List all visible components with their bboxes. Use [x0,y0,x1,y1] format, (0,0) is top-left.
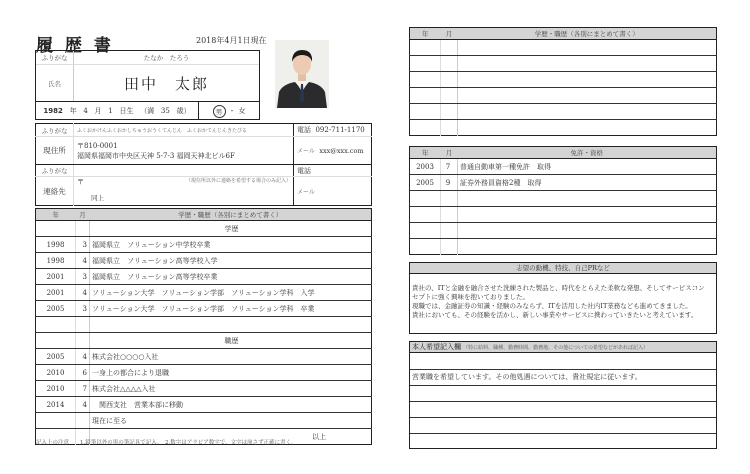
year-cell: 2010 [36,381,76,397]
age: 35 [160,107,170,115]
table-row[interactable] [36,413,372,429]
wishes-header-note: （特に給料、職種、勤務時間、勤務地、その他についての希望などがあれば記入） [463,345,648,351]
gender-separator: ・ [228,107,236,115]
motivation-header: 志望の動機、特技、自己PRなど [410,263,716,274]
year-cell: 2005 [36,349,76,365]
month-cell: 3 [76,237,90,253]
table-row[interactable] [410,239,717,255]
as-of-date: 2018年4月1日現在 [196,36,267,45]
col-year: 年 [410,28,441,40]
contact-phone-field[interactable]: 電話 [294,164,372,176]
month-cell [76,413,90,429]
year-cell: 2014 [36,397,76,413]
wishes-header [410,342,716,353]
month-cell: 7 [76,381,90,397]
gender-male-selected[interactable]: 男 [213,105,226,118]
wish-line[interactable] [410,353,716,369]
contact-furigana-label: ふりがな [36,164,74,176]
table-row[interactable] [36,349,372,365]
birth-month: 4 [83,107,88,115]
content-cell: 福岡県立 ソリューション高等学校入学 [90,253,372,269]
phone-value: 092-711-1170 [315,126,365,135]
content-cell: 福岡県立 ソリューション中学校卒業 [90,237,372,253]
entry-notes: 記入上の注意 1.鉛筆以外の黒の筆記具で記入。 2.数字はアラビア数字で、文字は崩さず正確に書く。 [36,440,297,446]
month-cell: 4 [76,253,90,269]
birth-year: 1982 [43,107,63,115]
table-row[interactable] [36,253,372,269]
table-row[interactable] [410,223,717,239]
month-cell: 4 [76,285,90,301]
table-row[interactable] [36,397,372,413]
wishes-title: 本人希望記入欄 [412,343,461,351]
mail-value: xxx@xxx.com [319,147,364,156]
contact-address-field[interactable] [74,177,294,206]
content-cell: ソリューション大学 ソリューション学部 ソリューション学科 入学 [90,285,372,301]
wish-line[interactable] [410,385,716,401]
table-row[interactable] [410,175,717,191]
year-cell: 2005 [410,175,441,191]
year-cell: 1998 [36,253,76,269]
age-suffix: 歳） [176,107,191,115]
col-month: 月 [76,209,90,221]
table-row[interactable] [36,301,372,317]
col-year: 年 [36,209,76,221]
col-content: 免許・資格 [458,147,717,159]
month-cell: 7 [441,159,458,175]
content-cell: 福岡県立 ソリューション高等学校卒業 [90,269,372,285]
table-row[interactable] [36,237,372,253]
wish-line[interactable] [410,433,716,449]
gender-female[interactable]: 女 [238,107,246,115]
contact-furigana-field[interactable] [74,164,294,176]
table-row[interactable] [410,120,717,136]
birth-day: 1 [108,107,113,115]
col-content: 学歴・職歴（各別にまとめて書く） [90,209,372,221]
mail-field[interactable] [294,137,372,165]
postal-code: 〒810-0001 [77,141,118,150]
furigana-field[interactable]: たなか たろう [143,54,190,62]
motivation-line: 現職では、金融証券の知識・経験のみならず、ITを活用した社内IT業務なども進めてきました。 [412,302,692,310]
content-cell: 株式会社○○○○入社 [90,349,372,365]
mail-label: メール [297,148,315,156]
col-content: 学歴・職歴（各別にまとめて書く） [458,28,717,40]
name-label: 氏名 [36,65,74,101]
motivation-textarea[interactable] [410,274,716,330]
table-row[interactable] [410,56,717,72]
content-cell: 株式会社△△△△入社 [90,381,372,397]
year-cell: 2003 [410,159,441,175]
year-cell: 2005 [36,301,76,317]
table-row[interactable] [410,159,717,175]
table-row[interactable] [36,221,372,237]
gender-field[interactable] [199,102,259,120]
current-address-field[interactable] [74,137,294,165]
education-work-history-table [35,208,372,445]
content-cell: 一身上の都合により退職 [90,365,372,381]
phone-label: 電話 [297,126,311,135]
wishes-text: 営業職を希望しています。その他処遇については、貴社規定に従います。 [410,369,716,385]
contact-mail-field[interactable]: メール [297,188,315,196]
contact-postal: 〒 [77,178,84,187]
table-row[interactable] [410,207,717,223]
content-cell: 普通自動車第一種免許 取得 [458,159,717,175]
name-field[interactable]: 田中 太郎 [123,74,209,93]
motivation-line: セプトに強く興味を抱いておりました。 [412,293,529,301]
table-row[interactable] [36,285,372,301]
contact-label: 連絡先 [36,177,74,206]
birth-year-unit: 年 [69,107,77,115]
id-photo [275,40,329,108]
col-month: 月 [441,28,458,40]
table-row[interactable] [410,88,717,104]
work-heading: 職歴 [90,333,372,349]
table-row[interactable] [410,191,717,207]
end-mark: 以上 [312,432,326,441]
col-month: 月 [441,147,458,159]
wish-line[interactable] [410,401,716,417]
content-cell: 関西支社 営業本部に移動 [90,397,372,413]
month-cell: 9 [441,175,458,191]
content-cell: 現在に至る [90,413,372,429]
year-cell: 1998 [36,237,76,253]
month-cell: 6 [76,365,90,381]
birth-day-unit: 日生 [119,107,134,115]
address-value: 福岡県福岡市中央区天神 5-7-3 福岡天神北ビル6F [77,151,235,160]
year-cell: 2010 [36,365,76,381]
year-cell: 2001 [36,285,76,301]
table-row[interactable] [410,104,717,120]
table-row[interactable] [410,72,717,88]
education-work-history-continued-table [409,27,717,136]
content-cell: 証券外務員資格2種 取得 [458,175,717,191]
year-cell: 2001 [36,269,76,285]
month-cell: 3 [76,269,90,285]
contact-note: （現住所以外に連絡を希望する場合のみ記入） [185,178,291,185]
table-row[interactable] [36,365,372,381]
address-furigana-label: ふりがな [36,124,74,137]
month-cell: 4 [76,349,90,365]
wishes-lines [410,353,716,449]
birthdate-field[interactable] [36,102,199,120]
wish-line[interactable] [410,417,716,433]
table-row[interactable] [36,317,372,333]
person-photo-icon [275,40,329,108]
name-block [35,50,260,120]
content-cell: ソリューション大学 ソリューション学部 ソリューション学科 卒業 [90,301,372,317]
birth-month-unit: 月 [94,107,102,115]
year-cell [36,413,76,429]
address-furigana-field[interactable]: ふくおかけんふくおかしちゅうおうくてんじん ふくおかてんじんきたびる [74,124,294,137]
age-prefix: （満 [140,107,155,115]
motivation-section [409,262,717,334]
month-cell: 4 [76,397,90,413]
phone-field[interactable] [294,124,372,137]
table-row[interactable] [36,381,372,397]
table-row[interactable] [36,333,372,349]
motivation-line: 貴社においても、その経験を活かし、新しい事業やサービスに携わっていきたいと考えています。 [412,311,698,319]
current-address-label: 現住所 [36,137,74,165]
document-title: 履 歴 書 [36,36,114,56]
table-row[interactable] [410,40,717,56]
wishes-section [409,341,717,449]
address-block [35,123,372,206]
education-heading: 学歴 [90,221,372,237]
wish-line[interactable] [410,369,716,385]
month-cell: 3 [76,301,90,317]
contact-value: 同上 [91,194,104,203]
furigana-label: ふりがな [36,51,74,64]
table-row[interactable] [36,269,372,285]
col-year: 年 [410,147,441,159]
motivation-line: 貴社の、ITと金融を融合させた洗練された製品と、時代をとらえた柔軟な発想、そしてサービスコン [412,284,705,292]
licenses-table [409,146,717,255]
